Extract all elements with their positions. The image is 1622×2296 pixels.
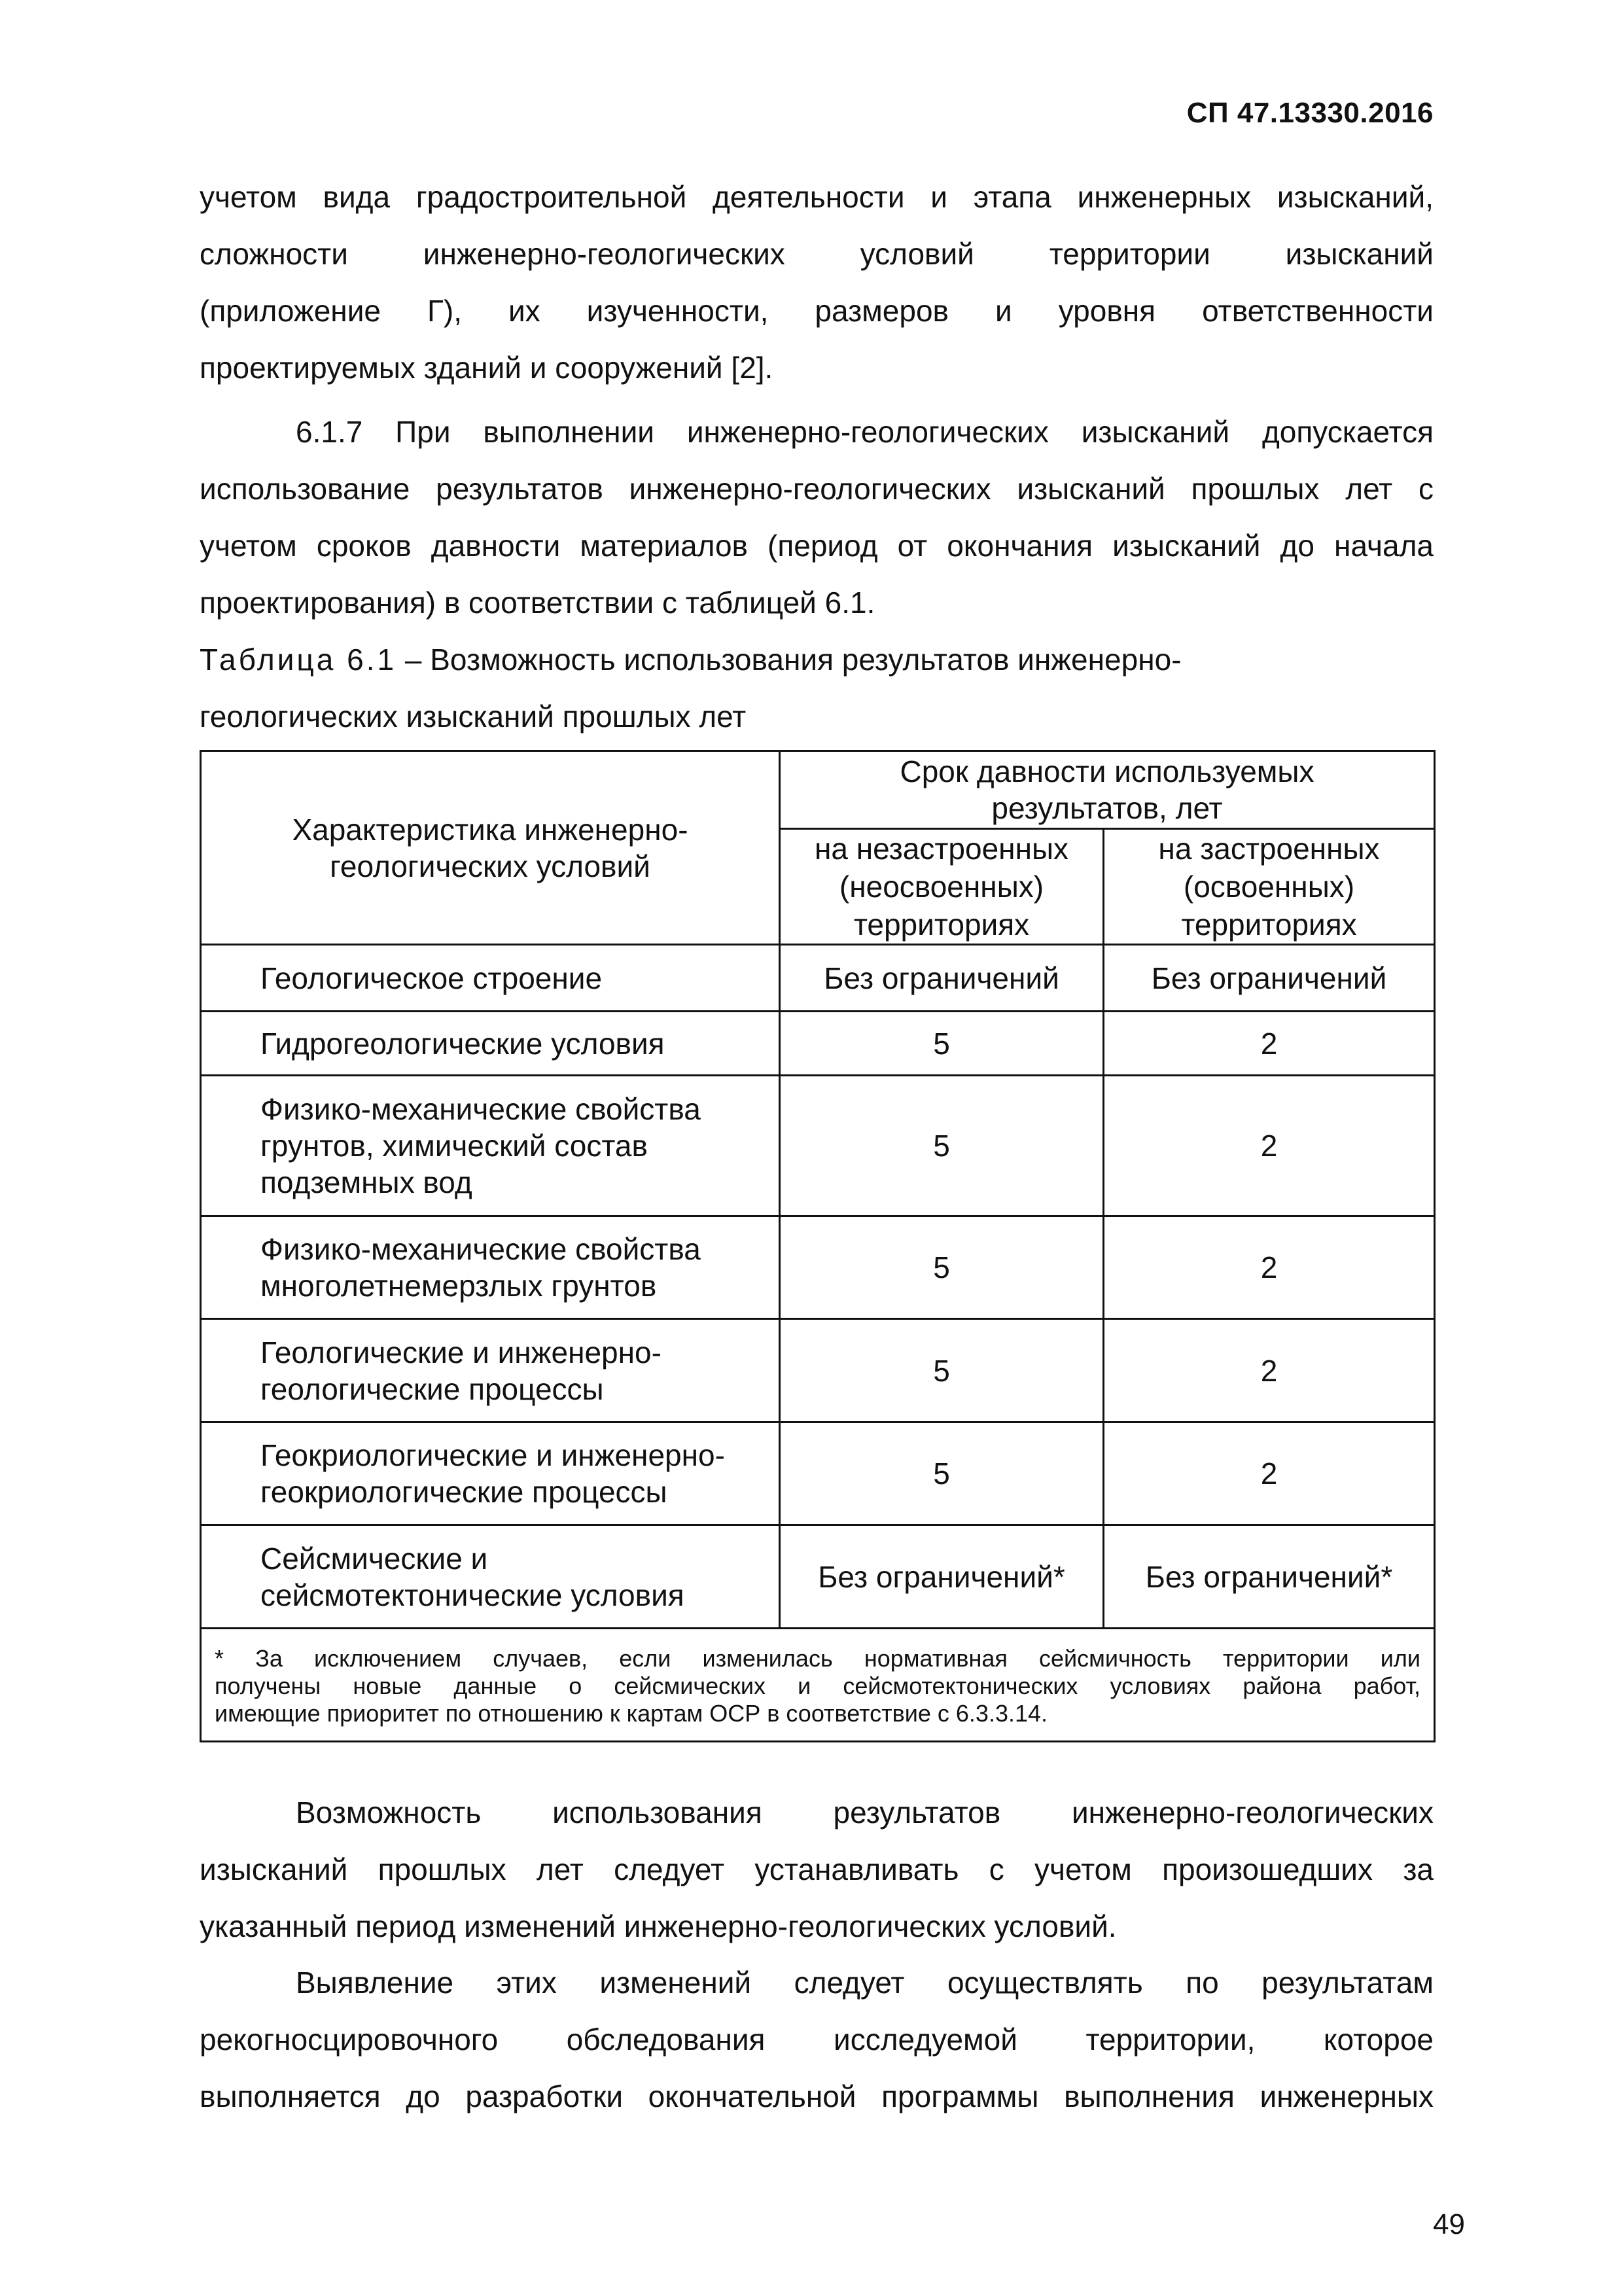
row-developed: 2 [1104, 1076, 1435, 1216]
header-characteristic: Характеристика инженерно-геологических условий [201, 751, 780, 945]
row-label: Геокриологические и инженерно-геокриологические процессы [201, 1422, 780, 1525]
footnote-line: получены новые данные о сейсмических и сейсмотектонических условиях района работ, [215, 1672, 1420, 1699]
table-footnote [201, 1629, 1435, 1742]
row-label: Гидрогеологические условия [201, 1012, 780, 1076]
paragraph-line: использование результатов инженерно-геологических изысканий прошлых лет с [200, 472, 1434, 506]
row-developed: 2 [1104, 1216, 1435, 1319]
data-table [200, 750, 1436, 1742]
row-label: Физико-механические свойства многолетнемерзлых грунтов [201, 1216, 780, 1319]
paragraph-6-1-7 [200, 404, 1434, 631]
paragraph-line: изысканий прошлых лет следует устанавливать с учетом произошедших за [200, 1852, 1434, 1886]
row-developed: 2 [1104, 1012, 1435, 1076]
table-header-row [201, 751, 1435, 829]
row-developed: Без ограничений [1104, 945, 1435, 1012]
page-number: 49 [1433, 2208, 1465, 2240]
paragraph-detection [200, 1954, 1434, 2125]
row-label: Геологическое строение [201, 945, 780, 1012]
paragraph-top [200, 169, 1434, 397]
caption-text: – Возможность использования результатов инженерно- [397, 643, 1182, 677]
paragraph-line: учетом сроков давности материалов (период от окончания изысканий до начала [200, 529, 1434, 563]
caption-line [200, 631, 1434, 688]
table-footnote-row [201, 1629, 1435, 1742]
caption-label: Таблица 6.1 [200, 643, 397, 677]
table-row [201, 1319, 1435, 1422]
row-undeveloped: 5 [780, 1076, 1104, 1216]
paragraph-line: проектирования) в соответствии с таблицей 6.1. [200, 586, 875, 620]
row-label: Физико-механические свойства грунтов, химический состав подземных вод [201, 1076, 780, 1216]
paragraph-line: учетом вида градостроительной деятельности и этапа инженерных изысканий, [200, 180, 1434, 214]
table-row [201, 945, 1435, 1012]
paragraph-line: выполняется до разработки окончательной программы выполнения инженерных [200, 2079, 1434, 2113]
table-row [201, 1422, 1435, 1525]
row-undeveloped: 5 [780, 1422, 1104, 1525]
row-undeveloped: 5 [780, 1216, 1104, 1319]
row-developed: 2 [1104, 1422, 1435, 1525]
row-undeveloped: 5 [780, 1012, 1104, 1076]
paragraph-possibility [200, 1784, 1434, 1955]
paragraph-line: рекогносцировочного обследования исследуемой территории, которое [200, 2022, 1434, 2057]
header-undeveloped: на незастроенных (неосвоенных) территориях [780, 829, 1104, 945]
header-term: Срок давности используемых результатов, лет [780, 751, 1435, 829]
footnote-line: имеющие приоритет по отношению к картам ОСР в соответствие с 6.3.3.14. [215, 1700, 1048, 1727]
paragraph-line: Возможность использования результатов инженерно-геологических [296, 1795, 1434, 1829]
row-label: Сейсмические и сейсмотектонические условия [201, 1525, 780, 1629]
paragraph-line: Выявление этих изменений следует осуществлять по результатам [296, 1966, 1434, 2000]
footnote-line: * За исключением случаев, если изменилась нормативная сейсмичность территории или [215, 1645, 1420, 1672]
table-row [201, 1012, 1435, 1076]
row-undeveloped: 5 [780, 1319, 1104, 1422]
row-developed: Без ограничений* [1104, 1525, 1435, 1629]
paragraph-line: проектируемых зданий и сооружений [2]. [200, 351, 773, 385]
row-undeveloped: Без ограничений [780, 945, 1104, 1012]
paragraph-line: (приложение Г), их изученности, размеров и уровня ответственности [200, 294, 1434, 328]
header-developed: на застроенных (освоенных) территориях [1104, 829, 1435, 945]
row-developed: 2 [1104, 1319, 1435, 1422]
row-undeveloped: Без ограничений* [780, 1525, 1104, 1629]
table-row [201, 1525, 1435, 1629]
paragraph-line: указанный период изменений инженерно-геологических условий. [200, 1909, 1117, 1943]
row-label: Геологические и инженерно-геологические процессы [201, 1319, 780, 1422]
table-caption [200, 631, 1434, 745]
table-row [201, 1216, 1435, 1319]
table-row [201, 1076, 1435, 1216]
paragraph-line: сложности инженерно-геологических условий территории изысканий [200, 237, 1434, 271]
paragraph-line: 6.1.7 При выполнении инженерно-геологических изысканий допускается [296, 415, 1434, 449]
caption-line-2: геологических изысканий прошлых лет [200, 699, 747, 733]
page-header: СП 47.13330.2016 [1186, 97, 1434, 129]
